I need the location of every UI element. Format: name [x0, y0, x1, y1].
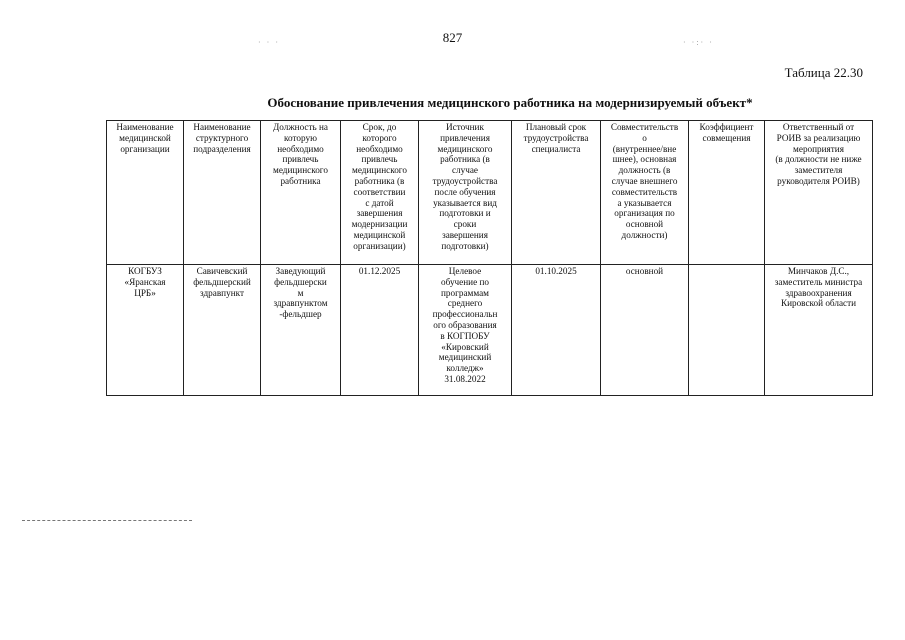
cell-text: 01.12.2025 — [358, 266, 401, 276]
cell-text: Заведующий фельдшерски м здравпунктом -фельдшер — [273, 266, 328, 320]
table-label: Таблица 22.30 — [784, 65, 863, 80]
header-text: Наименование медицинской организации — [116, 122, 174, 154]
header-text: Ответственный от РОИВ за реализацию мероприятия (в должности не ниже заместителя руководителя РОИВ) — [775, 122, 862, 186]
header-cell-organization — [107, 121, 184, 265]
cell-coefficient — [689, 265, 765, 396]
table-row — [107, 265, 873, 396]
header-text: Должность на которую необходимо привлечь медицинского работника — [273, 122, 328, 186]
cell-text: Целевое обучение по программам среднего профессиональн ого образования в КОГПОБУ «Кировский медицинский колледж» 31.08.2022 — [432, 266, 498, 384]
header-cell-position — [261, 121, 341, 265]
cell-text: Минчаков Д.С., заместитель министра здравоохранения Кировской области — [774, 266, 863, 309]
header-text: Источник привлечения медицинского работника (в случае трудоустройства после обучения указывается вид подготовки и сроки завершения подготовки) — [432, 122, 498, 251]
cell-responsible — [765, 265, 873, 396]
document-title: Обоснование привлечения медицинского работника на модернизируемый объект* — [267, 95, 753, 110]
cell-text: 01.10.2025 — [535, 266, 577, 276]
header-cell-part-time — [601, 121, 689, 265]
header-cell-division — [184, 121, 261, 265]
header-text: Наименование структурного подразделения — [193, 122, 251, 154]
header-cell-planned-date — [512, 121, 601, 265]
scan-artifact-line — [22, 520, 192, 522]
cell-planned-date — [512, 265, 601, 396]
cell-source — [419, 265, 512, 396]
header-cell-deadline — [341, 121, 419, 265]
header-cell-responsible — [765, 121, 873, 265]
cell-deadline — [341, 265, 419, 396]
page-number: 827 — [442, 30, 463, 45]
cell-text: КОГБУЗ «Яранская ЦРБ» — [124, 266, 166, 298]
scan-artifact-speck: · · · — [258, 38, 280, 47]
cell-text: основной — [625, 266, 664, 276]
header-cell-source — [419, 121, 512, 265]
cell-division — [184, 265, 261, 396]
cell-text: Савичевский фельдшерский здравпункт — [193, 266, 251, 298]
cell-part-time — [601, 265, 689, 396]
table-header-row — [107, 121, 873, 265]
header-cell-coefficient — [689, 121, 765, 265]
scan-artifact-speck: · ·:· · — [683, 38, 714, 47]
header-text: Совместительств о (внутреннее/вне шнее), основная должность (в случае внешнего совместительств а указывается организация по основной должности) — [610, 122, 679, 240]
cell-position — [261, 265, 341, 396]
cell-organization — [107, 265, 184, 396]
header-text: Коэффициент совмещения — [699, 122, 754, 143]
justification-table — [106, 120, 873, 396]
header-text: Срок, до которого необходимо привлечь медицинского работника (в соответствии с датой завершения модернизации медицинской организации) — [351, 122, 408, 251]
header-text: Плановый срок трудоустройства специалиста — [523, 122, 589, 154]
